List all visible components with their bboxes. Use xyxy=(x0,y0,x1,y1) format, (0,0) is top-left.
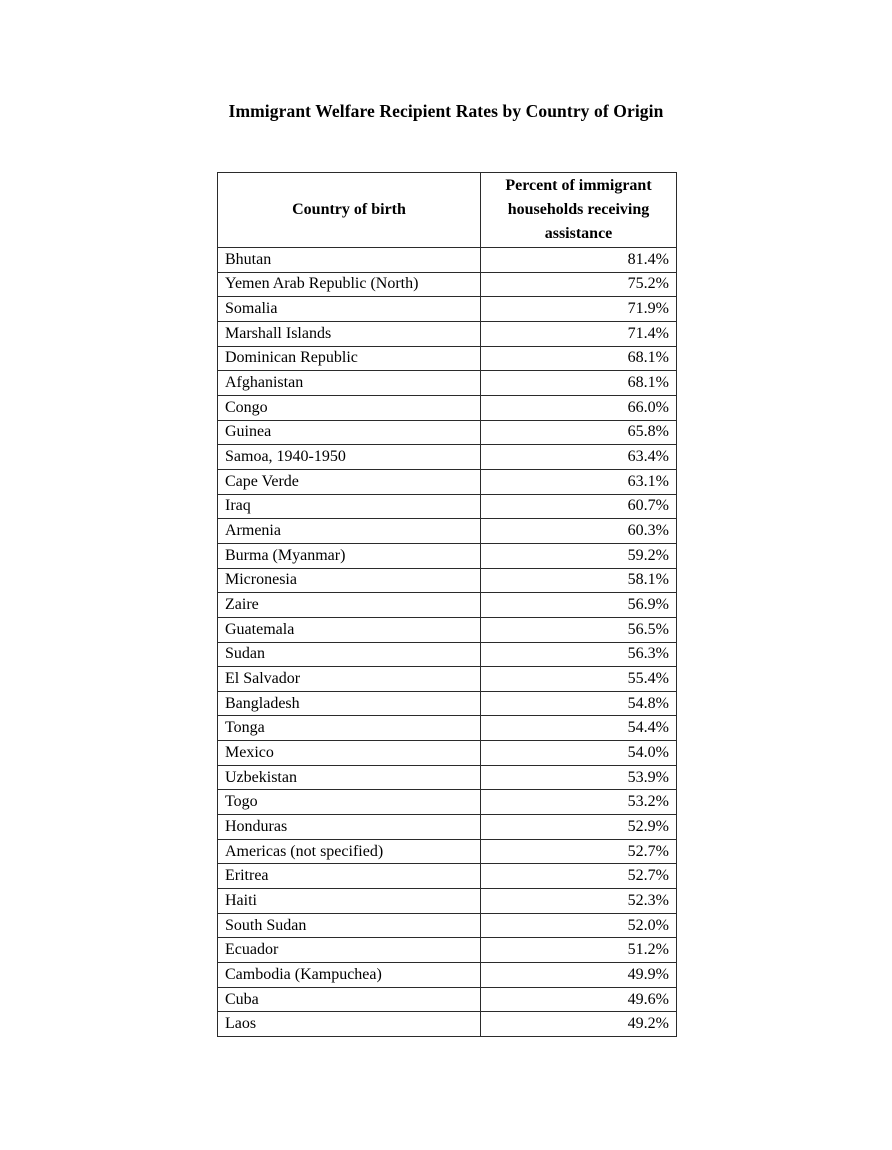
table-row xyxy=(218,667,677,692)
percent-cell: 60.7% xyxy=(481,494,677,519)
percent-cell: 59.2% xyxy=(481,543,677,568)
table-row xyxy=(218,716,677,741)
table-row xyxy=(218,346,677,371)
table-row xyxy=(218,420,677,445)
country-cell: Eritrea xyxy=(218,864,481,889)
table-row xyxy=(218,371,677,396)
country-cell: Dominican Republic xyxy=(218,346,481,371)
percent-cell: 66.0% xyxy=(481,395,677,420)
percent-cell: 49.6% xyxy=(481,987,677,1012)
column-header-percent-receiving-assistance: Percent of immigrant households receiving assistance xyxy=(481,173,677,248)
country-cell: Guinea xyxy=(218,420,481,445)
table-row xyxy=(218,1012,677,1037)
percent-cell: 60.3% xyxy=(481,519,677,544)
country-cell: Guatemala xyxy=(218,617,481,642)
country-cell: Cape Verde xyxy=(218,469,481,494)
table-row xyxy=(218,642,677,667)
country-cell: Congo xyxy=(218,395,481,420)
percent-cell: 52.0% xyxy=(481,913,677,938)
percent-cell: 54.8% xyxy=(481,691,677,716)
table-row xyxy=(218,938,677,963)
table-row xyxy=(218,691,677,716)
table-row xyxy=(218,913,677,938)
percent-cell: 56.3% xyxy=(481,642,677,667)
country-cell: Marshall Islands xyxy=(218,321,481,346)
column-header-country-of-birth: Country of birth xyxy=(218,173,481,248)
table-row xyxy=(218,790,677,815)
country-cell: Cambodia (Kampuchea) xyxy=(218,963,481,988)
table-row xyxy=(218,469,677,494)
percent-cell: 65.8% xyxy=(481,420,677,445)
country-cell: Zaire xyxy=(218,593,481,618)
country-cell: Micronesia xyxy=(218,568,481,593)
percent-cell: 68.1% xyxy=(481,371,677,396)
percent-cell: 55.4% xyxy=(481,667,677,692)
country-cell: Honduras xyxy=(218,815,481,840)
table-row xyxy=(218,765,677,790)
percent-cell: 51.2% xyxy=(481,938,677,963)
percent-cell: 52.9% xyxy=(481,815,677,840)
percent-cell: 54.0% xyxy=(481,741,677,766)
country-cell: Yemen Arab Republic (North) xyxy=(218,272,481,297)
table-row xyxy=(218,248,677,273)
percent-cell: 52.7% xyxy=(481,839,677,864)
country-cell: Samoa, 1940-1950 xyxy=(218,445,481,470)
percent-cell: 81.4% xyxy=(481,248,677,273)
table-body xyxy=(218,248,677,1037)
percent-cell: 75.2% xyxy=(481,272,677,297)
table-header xyxy=(218,173,677,248)
percent-cell: 49.9% xyxy=(481,963,677,988)
percent-cell: 63.4% xyxy=(481,445,677,470)
country-cell: El Salvador xyxy=(218,667,481,692)
country-cell: Sudan xyxy=(218,642,481,667)
country-cell: Americas (not specified) xyxy=(218,839,481,864)
table-row xyxy=(218,593,677,618)
country-cell: Cuba xyxy=(218,987,481,1012)
table-row xyxy=(218,815,677,840)
country-cell: Mexico xyxy=(218,741,481,766)
page-title: Immigrant Welfare Recipient Rates by Country of Origin xyxy=(228,101,664,121)
country-cell: Togo xyxy=(218,790,481,815)
country-cell: Burma (Myanmar) xyxy=(218,543,481,568)
country-cell: Haiti xyxy=(218,889,481,914)
percent-cell: 53.9% xyxy=(481,765,677,790)
table-row xyxy=(218,395,677,420)
table-row xyxy=(218,839,677,864)
percent-cell: 71.9% xyxy=(481,297,677,322)
percent-cell: 56.5% xyxy=(481,617,677,642)
header-row xyxy=(218,173,677,248)
table-row xyxy=(218,963,677,988)
country-cell: Tonga xyxy=(218,716,481,741)
percent-cell: 58.1% xyxy=(481,568,677,593)
table-row xyxy=(218,864,677,889)
country-cell: Laos xyxy=(218,1012,481,1037)
country-cell: Bhutan xyxy=(218,248,481,273)
country-cell: Iraq xyxy=(218,494,481,519)
table-row xyxy=(218,519,677,544)
country-cell: South Sudan xyxy=(218,913,481,938)
welfare-rates-table xyxy=(217,172,677,1037)
percent-cell: 54.4% xyxy=(481,716,677,741)
percent-cell: 71.4% xyxy=(481,321,677,346)
percent-cell: 53.2% xyxy=(481,790,677,815)
table-row xyxy=(218,543,677,568)
table-row xyxy=(218,987,677,1012)
table-row xyxy=(218,617,677,642)
percent-cell: 63.1% xyxy=(481,469,677,494)
country-cell: Somalia xyxy=(218,297,481,322)
table-row xyxy=(218,741,677,766)
country-cell: Armenia xyxy=(218,519,481,544)
table-row xyxy=(218,889,677,914)
country-cell: Ecuador xyxy=(218,938,481,963)
percent-cell: 56.9% xyxy=(481,593,677,618)
table-row xyxy=(218,445,677,470)
table-row xyxy=(218,272,677,297)
percent-cell: 49.2% xyxy=(481,1012,677,1037)
percent-cell: 52.3% xyxy=(481,889,677,914)
table-row xyxy=(218,494,677,519)
table-row xyxy=(218,568,677,593)
country-cell: Uzbekistan xyxy=(218,765,481,790)
table-row xyxy=(218,321,677,346)
table-row xyxy=(218,297,677,322)
percent-cell: 68.1% xyxy=(481,346,677,371)
percent-cell: 52.7% xyxy=(481,864,677,889)
country-cell: Bangladesh xyxy=(218,691,481,716)
country-cell: Afghanistan xyxy=(218,371,481,396)
